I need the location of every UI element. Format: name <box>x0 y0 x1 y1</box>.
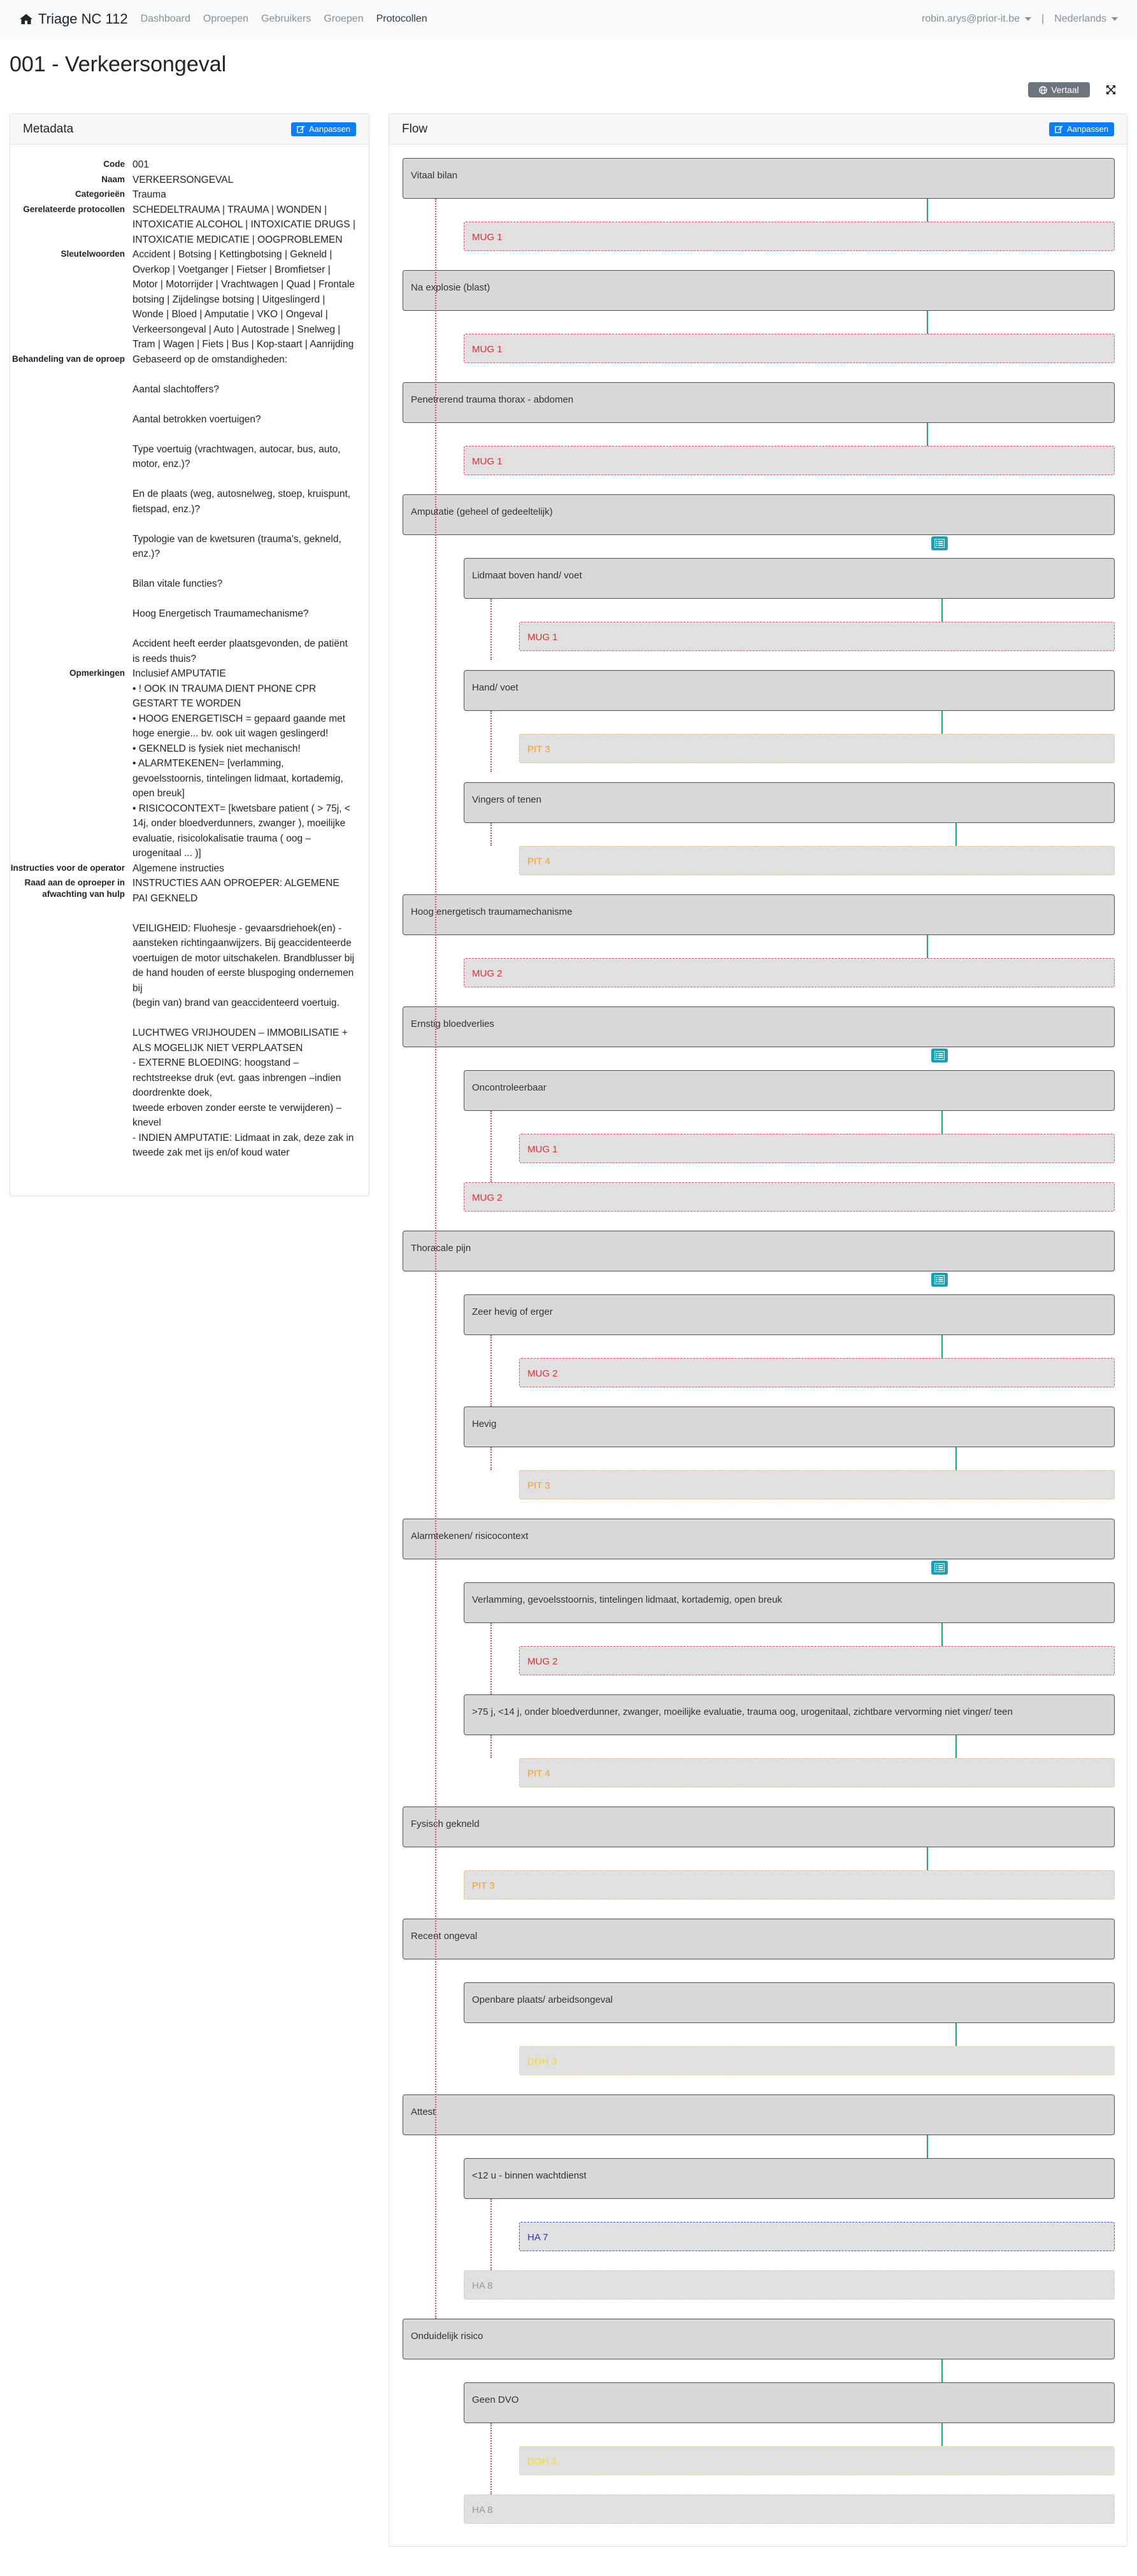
nav-link-protocollen[interactable]: Protocollen <box>376 13 427 24</box>
nav-link-gebruikers[interactable]: Gebruikers <box>261 13 311 24</box>
flow-yes-connector <box>941 599 943 622</box>
flow-result-box[interactable]: MUG 1 <box>464 334 1115 363</box>
metadata-value: 001 <box>132 159 149 170</box>
flow-result-box[interactable]: HA 8 <box>464 2494 1115 2524</box>
page-title: 001 - Verkeersongeval <box>10 52 227 76</box>
metadata-key: Code <box>103 159 125 169</box>
translate-label: Vertaal <box>1051 85 1079 95</box>
flow-result-box[interactable]: HA 7 <box>519 2222 1115 2251</box>
metadata-edit-label: Aanpassen <box>308 124 350 134</box>
flow-no-connector <box>490 2199 492 2270</box>
brand-label: Triage NC 112 <box>38 11 128 27</box>
metadata-key: Instructies voor de operator <box>10 862 125 873</box>
flow-result-box[interactable]: HA 8 <box>464 2270 1115 2300</box>
metadata-value: INSTRUCTIES AAN OPROEPER: ALGEMENE PAI GEKNELD VEILIGHEID: Fluohesje - gevaarsdriehoek(en) - aansteken richtingaanwijzers. Bij geaccidenteerde voertuigen de motor uitschakelen. Brandblusser bij de hand houden of eerste bluspoging ondernemen bij (begin van) brand van geaccidenteerd voertuig. LUCHTWEG VRIJHOUDEN – IMMOBILISATIE + ALS MOGELIJK NIET VERPLAATSEN - EXTERNE BLOEDING: hoogstand – rechtstreekse druk (evt. gaas inbrengen –indien doordrenkte doek, tweede erboven zonder eerste te verwijderen) – knevel - INDIEN AMPUTATIE: Lidmaat in zak, deze zak in tweede zak met ijs en/of koud water <box>132 878 355 1158</box>
metadata-card <box>10 113 369 1196</box>
flow-no-connector <box>490 1335 492 1406</box>
flow-question-box[interactable]: Onduidelijk risico <box>403 2319 1115 2359</box>
flow-no-connector <box>490 1735 492 1758</box>
flow-result-box[interactable]: MUG 1 <box>464 222 1115 251</box>
flow-title: Flow <box>402 122 428 136</box>
expand-icon <box>1106 85 1116 95</box>
list-icon-glyph <box>934 1275 945 1284</box>
metadata-key: Gerelateerde protocollen <box>23 204 125 214</box>
metadata-row <box>10 861 356 877</box>
chevron-down-icon <box>1025 17 1031 21</box>
metadata-value: Algemene instructies <box>132 862 224 874</box>
flow-question-box[interactable]: <12 u - binnen wachtdienst <box>464 2158 1115 2199</box>
list-icon-glyph <box>934 539 945 548</box>
translate-button[interactable] <box>1028 82 1090 97</box>
flow-yes-connector <box>941 1335 943 1358</box>
metadata-value: SCHEDELTRAUMA | TRAUMA | WONDEN | INTOXICATIE ALCOHOL | INTOXICATIE DRUGS | INTOXICATIE MEDICATIE | OOGPROBLEMEN <box>132 204 359 245</box>
metadata-key: Behandeling van de oproep <box>11 354 125 364</box>
metadata-row <box>10 203 359 248</box>
fullscreen-button[interactable] <box>1102 82 1120 97</box>
flow-no-connector <box>490 1111 492 1182</box>
flow-question-box[interactable]: Lidmaat boven hand/ voet <box>464 558 1115 599</box>
flow-result-box[interactable]: DGH 3 <box>519 2446 1115 2475</box>
flow-no-connector <box>490 599 492 660</box>
flow-result-box[interactable]: MUG 1 <box>519 1134 1115 1163</box>
nav-separator: | <box>1041 13 1045 24</box>
navbar <box>0 0 1137 38</box>
chevron-down-icon <box>1112 17 1118 21</box>
flow-question-box[interactable]: Penetrerend trauma thorax - abdomen <box>403 382 1115 423</box>
metadata-row <box>10 157 356 173</box>
metadata-row <box>10 666 356 861</box>
edit-icon <box>297 125 305 133</box>
nav-right <box>922 13 1118 25</box>
flow-yes-connector <box>955 1447 957 1470</box>
flow-result-box[interactable]: PIT 3 <box>464 1870 1115 1900</box>
flow-question-box[interactable]: Attest <box>403 2094 1115 2135</box>
flow-yes-connector <box>927 1847 928 1870</box>
flow-question-box[interactable]: Ernstig bloedverlies <box>403 1006 1115 1047</box>
flow-yes-connector <box>927 423 928 446</box>
list-icon[interactable] <box>931 1048 948 1063</box>
flow-header <box>389 114 1127 145</box>
flow-yes-connector <box>927 2135 928 2158</box>
metadata-row <box>10 173 356 188</box>
nav-link-oproepen[interactable]: Oproepen <box>203 13 249 24</box>
flow-result-box[interactable]: PIT 3 <box>519 734 1115 763</box>
flow-question-box[interactable]: Recent ongeval <box>403 1919 1115 1959</box>
flow-result-box[interactable]: MUG 2 <box>519 1646 1115 1675</box>
flow-result-box[interactable]: MUG 1 <box>519 622 1115 651</box>
flow-question-box[interactable]: Thoracale pijn <box>403 1231 1115 1271</box>
metadata-header <box>10 114 369 145</box>
language-label: Nederlands <box>1054 13 1106 24</box>
flow-question-box[interactable]: Hand/ voet <box>464 670 1115 711</box>
flow-question-box[interactable]: >75 j, <14 j, onder bloedverdunner, zwanger, moeilijke evaluatie, trauma oog, urogenitaal, zichtbare vervorming niet vinger/ teen <box>464 1694 1115 1735</box>
flow-yes-connector <box>941 1623 943 1646</box>
flow-result-box[interactable]: MUG 1 <box>464 446 1115 475</box>
flow-no-connector <box>435 199 436 2319</box>
flow-question-box[interactable]: Alarmtekenen/ risicocontext <box>403 1519 1115 1559</box>
metadata-value: VERKEERSONGEVAL <box>132 174 234 185</box>
flow-yes-connector <box>941 2423 943 2446</box>
flow-question-box[interactable]: Zeer hevig of erger <box>464 1294 1115 1335</box>
metadata-key: Opmerkingen <box>69 668 125 678</box>
list-icon-glyph <box>934 1563 945 1572</box>
metadata-value: Inclusief AMPUTATIE • ! OOK IN TRAUMA DIENT PHONE CPR GESTART TE WORDEN • HOOG ENERGETISCH = gepaard gaande met hoge energie... bv. ook uit wagen geslingerd! • GEKNELD is fysiek niet mechanisch! • ALARMTEKENEN= [verlamming, gevoelsstoornis, tintelingen lidmaat, kortademig, open breuk] • RISICOCONTEXT= [kwetsbare patient ( > 75j, < 14j, onder bloedverdunners, zwanger ), moeilijke evaluatie, risicolokalisatie trauma ( oog – urogenitaal ... )] <box>132 668 350 859</box>
flow-result-box[interactable]: DGH 3 <box>519 2046 1115 2075</box>
nav-link-groepen[interactable]: Groepen <box>324 13 364 24</box>
metadata-key: Naam <box>101 174 125 184</box>
metadata-row <box>10 876 356 1161</box>
metadata-row <box>10 352 356 667</box>
flow-question-box[interactable]: Fysisch gekneld <box>403 1807 1115 1847</box>
metadata-row <box>10 247 356 352</box>
metadata-row <box>10 187 356 203</box>
list-icon[interactable] <box>931 536 948 550</box>
flow-question-box[interactable]: Amputatie (geheel of gedeeltelijk) <box>403 494 1115 535</box>
flow-question-box[interactable]: Na explosie (blast) <box>403 270 1115 311</box>
flow-yes-connector <box>927 199 928 222</box>
flow-result-box[interactable]: MUG 2 <box>464 1182 1115 1212</box>
metadata-value: Gebaseerd op de omstandigheden: Aantal slachtoffers? Aantal betrokken voertuigen? Type voertuig (vrachtwagen, autocar, bus, auto, motor, enz.)? En de plaats (weg, autosnelweg, stoep, kruispunt, fietspad, enz.)? Typologie van de kwetsuren (trauma's, gekneld, enz.)? Bilan vitale functies? Hoog Energetisch Traumamechanisme? Accident heeft eerder plaatsgevonden, de patiënt is reeds thuis? <box>132 354 351 664</box>
metadata-value: Trauma <box>132 189 166 200</box>
flow-edit-button[interactable] <box>1049 122 1114 136</box>
flow-question-box[interactable]: Hevig <box>464 1406 1115 1447</box>
flow-yes-connector <box>941 1111 943 1134</box>
flow-question-box[interactable]: Vingers of tenen <box>464 782 1115 823</box>
metadata-body <box>10 145 369 1173</box>
metadata-key: Categorieën <box>75 189 125 199</box>
flow-question-box[interactable]: Vitaal bilan <box>403 158 1115 199</box>
flow-question-box[interactable]: Oncontroleerbaar <box>464 1070 1115 1111</box>
globe-icon <box>1039 86 1047 94</box>
flow-yes-connector <box>927 935 928 958</box>
list-icon[interactable] <box>931 1561 948 1575</box>
metadata-key: Raad aan de oproeper in afwachting van hulp <box>24 878 125 899</box>
list-icon[interactable] <box>931 1273 948 1287</box>
flow-no-connector <box>490 2423 492 2494</box>
nav-link-dashboard[interactable]: Dashboard <box>140 13 190 24</box>
flow-question-box[interactable]: Hoog energetisch traumamechanisme <box>403 894 1115 935</box>
flow-yes-connector <box>927 311 928 334</box>
flow-question-box[interactable]: Verlamming, gevoelsstoornis, tintelingen lidmaat, kortademig, open breuk <box>464 1582 1115 1623</box>
flow-no-connector <box>490 823 492 846</box>
flow-result-box[interactable]: MUG 2 <box>519 1358 1115 1387</box>
metadata-key: Sleutelwoorden <box>61 249 125 259</box>
flow-no-connector <box>490 711 492 772</box>
metadata-title: Metadata <box>23 122 74 136</box>
metadata-edit-button[interactable] <box>291 122 356 136</box>
flow-result-box[interactable]: PIT 3 <box>519 1470 1115 1499</box>
metadata-value: Accident | Botsing | Kettingbotsing | Gekneld | Overkop | Voetganger | Fietser | Bromfietser | Motor | Motorrijder | Vrachtwagen | Quad | Frontale botsing | Zijdelingse botsing | Uitgeslingerd | Wonde | Bloed | Amputatie | VKO | Ongeval | Verkeersongeval | Auto | Autostrade | Snelweg | Tram | Wagen | Fiets | Bus | Kop-staart | Aanrijding <box>132 249 358 350</box>
flow-result-box[interactable]: PIT 4 <box>519 1758 1115 1787</box>
flow-yes-connector <box>941 711 943 734</box>
flow-yes-connector <box>955 823 957 846</box>
flow-question-box[interactable]: Openbare plaats/ arbeidsongeval <box>464 1982 1115 2023</box>
user-menu[interactable] <box>922 13 1031 25</box>
flow-edit-label: Aanpassen <box>1066 124 1108 134</box>
flow-no-connector <box>490 1623 492 1694</box>
flow-result-box[interactable]: MUG 2 <box>464 958 1115 987</box>
user-email: robin.arys@prior-it.be <box>921 13 1020 24</box>
home-icon <box>19 13 33 25</box>
flow-question-box[interactable]: Geen DVO <box>464 2382 1115 2423</box>
flow-yes-connector <box>955 1735 957 1758</box>
flow-yes-connector <box>955 2023 957 2046</box>
flow-yes-connector <box>941 2359 943 2382</box>
language-menu[interactable] <box>1054 13 1118 25</box>
flow-result-box[interactable]: PIT 4 <box>519 846 1115 875</box>
list-icon-glyph <box>934 1051 945 1060</box>
edit-icon <box>1055 125 1063 133</box>
flow-no-connector <box>490 1447 492 1470</box>
brand[interactable] <box>19 11 128 27</box>
